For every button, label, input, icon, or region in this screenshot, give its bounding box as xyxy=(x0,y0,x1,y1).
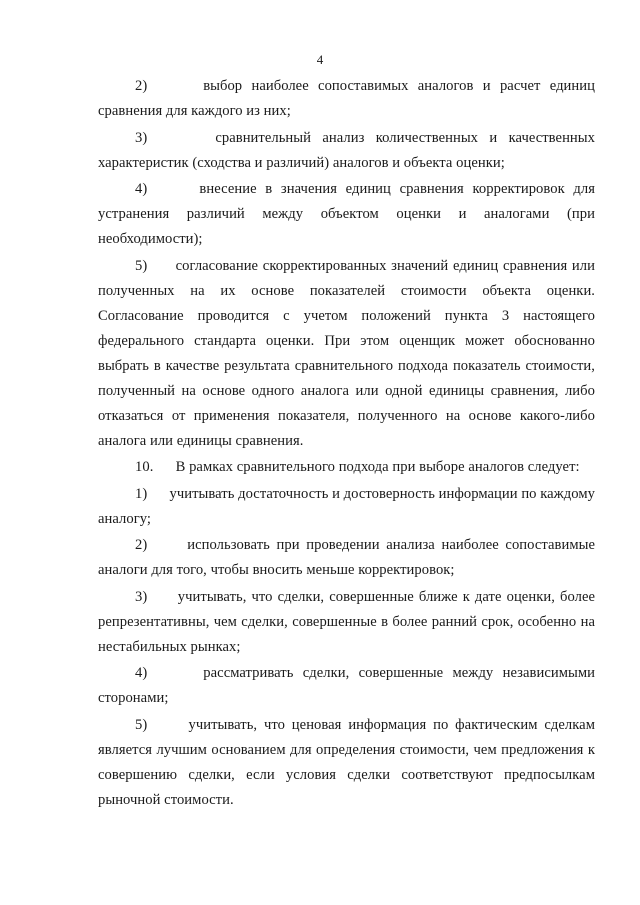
section-paragraph: 10. В рамках сравнительного подхода при выборе аналогов следует: xyxy=(135,459,580,475)
list-item: 3) учитывать, что сделки, совершенные ближе к дате оценки, более репрезентативны, чем сделки, совершенные в более ранний срок, особенно на нестабильных рынках; xyxy=(98,588,599,655)
list-item: 1) учитывать достаточность и достоверность информации по каждому аналогу; xyxy=(98,485,599,527)
list-item: 2) выбор наиболее сопоставимых аналогов и расчет единиц сравнения для каждого из них; xyxy=(98,78,599,119)
list-item: 2) использовать при проведении анализа наиболее сопоставимые аналоги для того, чтобы вносить меньше корректировок; xyxy=(98,537,599,578)
list-item: 4) внесение в значения единиц сравнения корректировок для устранения различий между объектом оценки и аналогами (при необходимости); xyxy=(98,181,599,247)
list-item: 5) согласование скорректированных значений единиц сравнения или полученных на их основе показателей стоимости объекта оценки. Согласование проводится с учетом положений пункта 3 настоящего федерального стандарта оценки. При этом оценщик может обоснованно выбрать в качестве результата сравнительного подхода показатель стоимости, полученный на основе одного аналога или одной единицы сравнения, либо отказаться от применения показателя, полученного на основе какого-либо аналога или единицы сравнения. xyxy=(98,257,599,449)
list-item: 5) учитывать, что ценовая информация по фактическим сделкам является лучшим основанием для определения стоимости, чем предложения к совершению сделки, если условия сделки соответствуют предпосылкам рыночной стоимости. xyxy=(98,716,599,808)
document-body xyxy=(98,74,599,814)
list-item: 4) рассматривать сделки, совершенные между независимыми сторонами; xyxy=(98,665,599,706)
page-number: 4 xyxy=(316,52,324,67)
list-item: 3) сравнительный анализ количественных и качественных характеристик (сходства и различий) аналогов и объекта оценки; xyxy=(98,129,599,171)
